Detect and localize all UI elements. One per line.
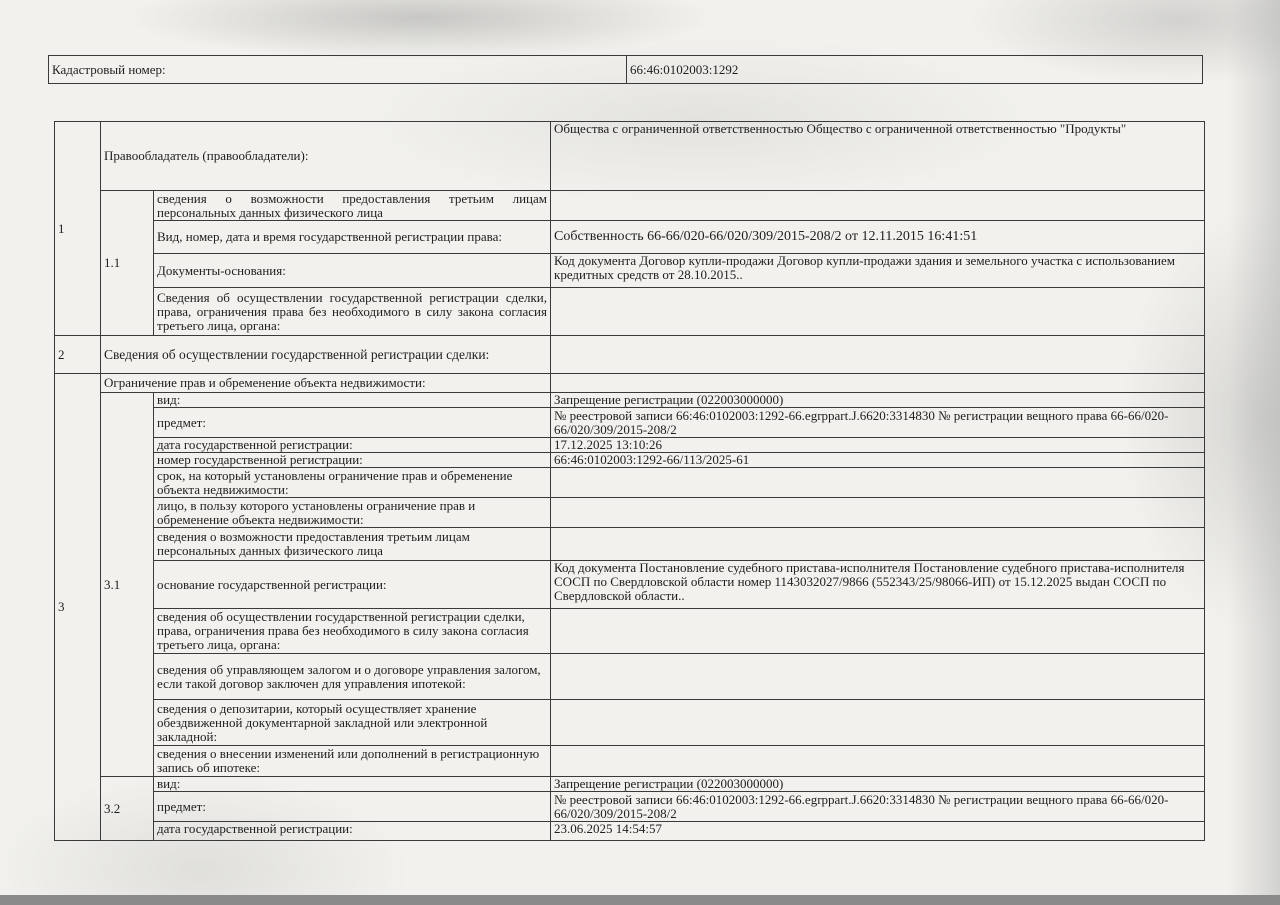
holder-label: Правообладатель (правообладатели): xyxy=(101,122,551,191)
section-2-value xyxy=(551,336,1205,374)
s31-row-label: номер государственной регистрации: xyxy=(154,453,551,468)
rights-table xyxy=(54,121,1205,841)
s1-row-label: Документы-основания: xyxy=(154,254,551,288)
s31-row-label: вид: xyxy=(154,393,551,408)
s32-row-value: 23.06.2025 14:54:57 xyxy=(551,822,1205,841)
s31-row-label: лицо, в пользу которого установлены ограничение прав и обременение объекта недвижимости: xyxy=(154,498,551,528)
s31-row-value xyxy=(551,654,1205,700)
s31-row-label: предмет: xyxy=(154,408,551,438)
subsection-1-1-number: 1.1 xyxy=(101,191,154,336)
s31-row-value xyxy=(551,498,1205,528)
s1-row-value: Код документа Договор купли-продажи Договор купли-продажи здания и земельного участка с использованием кредитных средств от 28.10.2015.. xyxy=(551,254,1205,288)
s31-row-value: Код документа Постановление судебного пристава-исполнителя Постановление судебного пристава-исполнителя СОСП по Свердловской области номер 1143032027/9866 (552343/25/98066-ИП) от 15.12.2025 выдан СОСП по Свердловской области.. xyxy=(551,561,1205,609)
s32-row-label: вид: xyxy=(154,777,551,792)
subsection-3-2-number: 3.2 xyxy=(101,777,154,841)
s1-row-value xyxy=(551,191,1205,221)
s31-row-label: сведения об осуществлении государственной регистрации сделки, права, ограничения права без необходимого в силу закона согласия третьего лица, органа: xyxy=(154,609,551,654)
s31-row-value: 66:46:0102003:1292-66/113/2025-61 xyxy=(551,453,1205,468)
subsection-3-1-number: 3.1 xyxy=(101,393,154,777)
s31-row-label: сведения о возможности предоставления третьим лицам персональных данных физического лица xyxy=(154,528,551,561)
section-2-label: Сведения об осуществлении государственной регистрации сделки: xyxy=(101,336,551,374)
page-fold-shadow xyxy=(1228,0,1280,905)
s31-row-value: 17.12.2025 13:10:26 xyxy=(551,438,1205,453)
s31-row-value xyxy=(551,528,1205,561)
s31-row-value xyxy=(551,609,1205,654)
s1-row-value xyxy=(551,288,1205,336)
s31-row-value xyxy=(551,700,1205,746)
s32-row-label: дата государственной регистрации: xyxy=(154,822,551,841)
s31-row-label: сведения об управляющем залогом и о договоре управления залогом, если такой договор заключен для управления ипотекой: xyxy=(154,654,551,700)
cadastral-number-table xyxy=(48,55,1203,84)
s32-row-value: № реестровой записи 66:46:0102003:1292-66.egrppart.J.6620:3314830 № регистрации вещного права 66-66/020-66/020/309/2015-208/2 xyxy=(551,792,1205,822)
s31-row-label: дата государственной регистрации: xyxy=(154,438,551,453)
scan-bottom-edge xyxy=(0,895,1280,905)
section-3-title: Ограничение прав и обременение объекта недвижимости: xyxy=(101,374,551,393)
section-3-title-value xyxy=(551,374,1205,393)
holder-value-text: Общества с ограниченной ответственностью Общество с ограниченной ответственностью "Продукты" xyxy=(554,121,1127,136)
section-2-number: 2 xyxy=(55,336,101,374)
s1-row-value: Собственность 66-66/020-66/020/309/2015-208/2 от 12.11.2015 16:41:51 xyxy=(551,221,1205,254)
s31-row-value: Запрещение регистрации (022003000000) xyxy=(551,393,1205,408)
section-3-number: 3 xyxy=(55,374,101,841)
cadastral-number-label: Кадастровый номер: xyxy=(49,56,627,84)
s31-row-value: № реестровой записи 66:46:0102003:1292-66.egrppart.J.6620:3314830 № регистрации вещного права 66-66/020-66/020/309/2015-208/2 xyxy=(551,408,1205,438)
cadastral-number-value: 66:46:0102003:1292 xyxy=(627,56,1203,84)
s31-row-label: срок, на который установлены ограничение прав и обременение объекта недвижимости: xyxy=(154,468,551,498)
section-1-number: 1 xyxy=(55,122,101,336)
s1-row-label: сведения о возможности предоставления третьим лицам персональных данных физического лица xyxy=(154,191,551,221)
holder-value xyxy=(551,122,1205,191)
s31-row-label: сведения о депозитарии, который осуществляет хранение обездвиженной документарной закладной или электронной закладной: xyxy=(154,700,551,746)
s1-row-label: Сведения об осуществлении государственной регистрации сделки, права, ограничения права без необходимого в силу закона согласия третьего лица, органа: xyxy=(154,288,551,336)
s1-row-label: Вид, номер, дата и время государственной регистрации права: xyxy=(154,221,551,254)
s32-row-value: Запрещение регистрации (022003000000) xyxy=(551,777,1205,792)
s31-row-label: основание государственной регистрации: xyxy=(154,561,551,609)
s31-row-value xyxy=(551,746,1205,777)
s32-row-label: предмет: xyxy=(154,792,551,822)
s31-row-value xyxy=(551,468,1205,498)
s31-row-label: сведения о внесении изменений или дополнений в регистрационную запись об ипотеке: xyxy=(154,746,551,777)
